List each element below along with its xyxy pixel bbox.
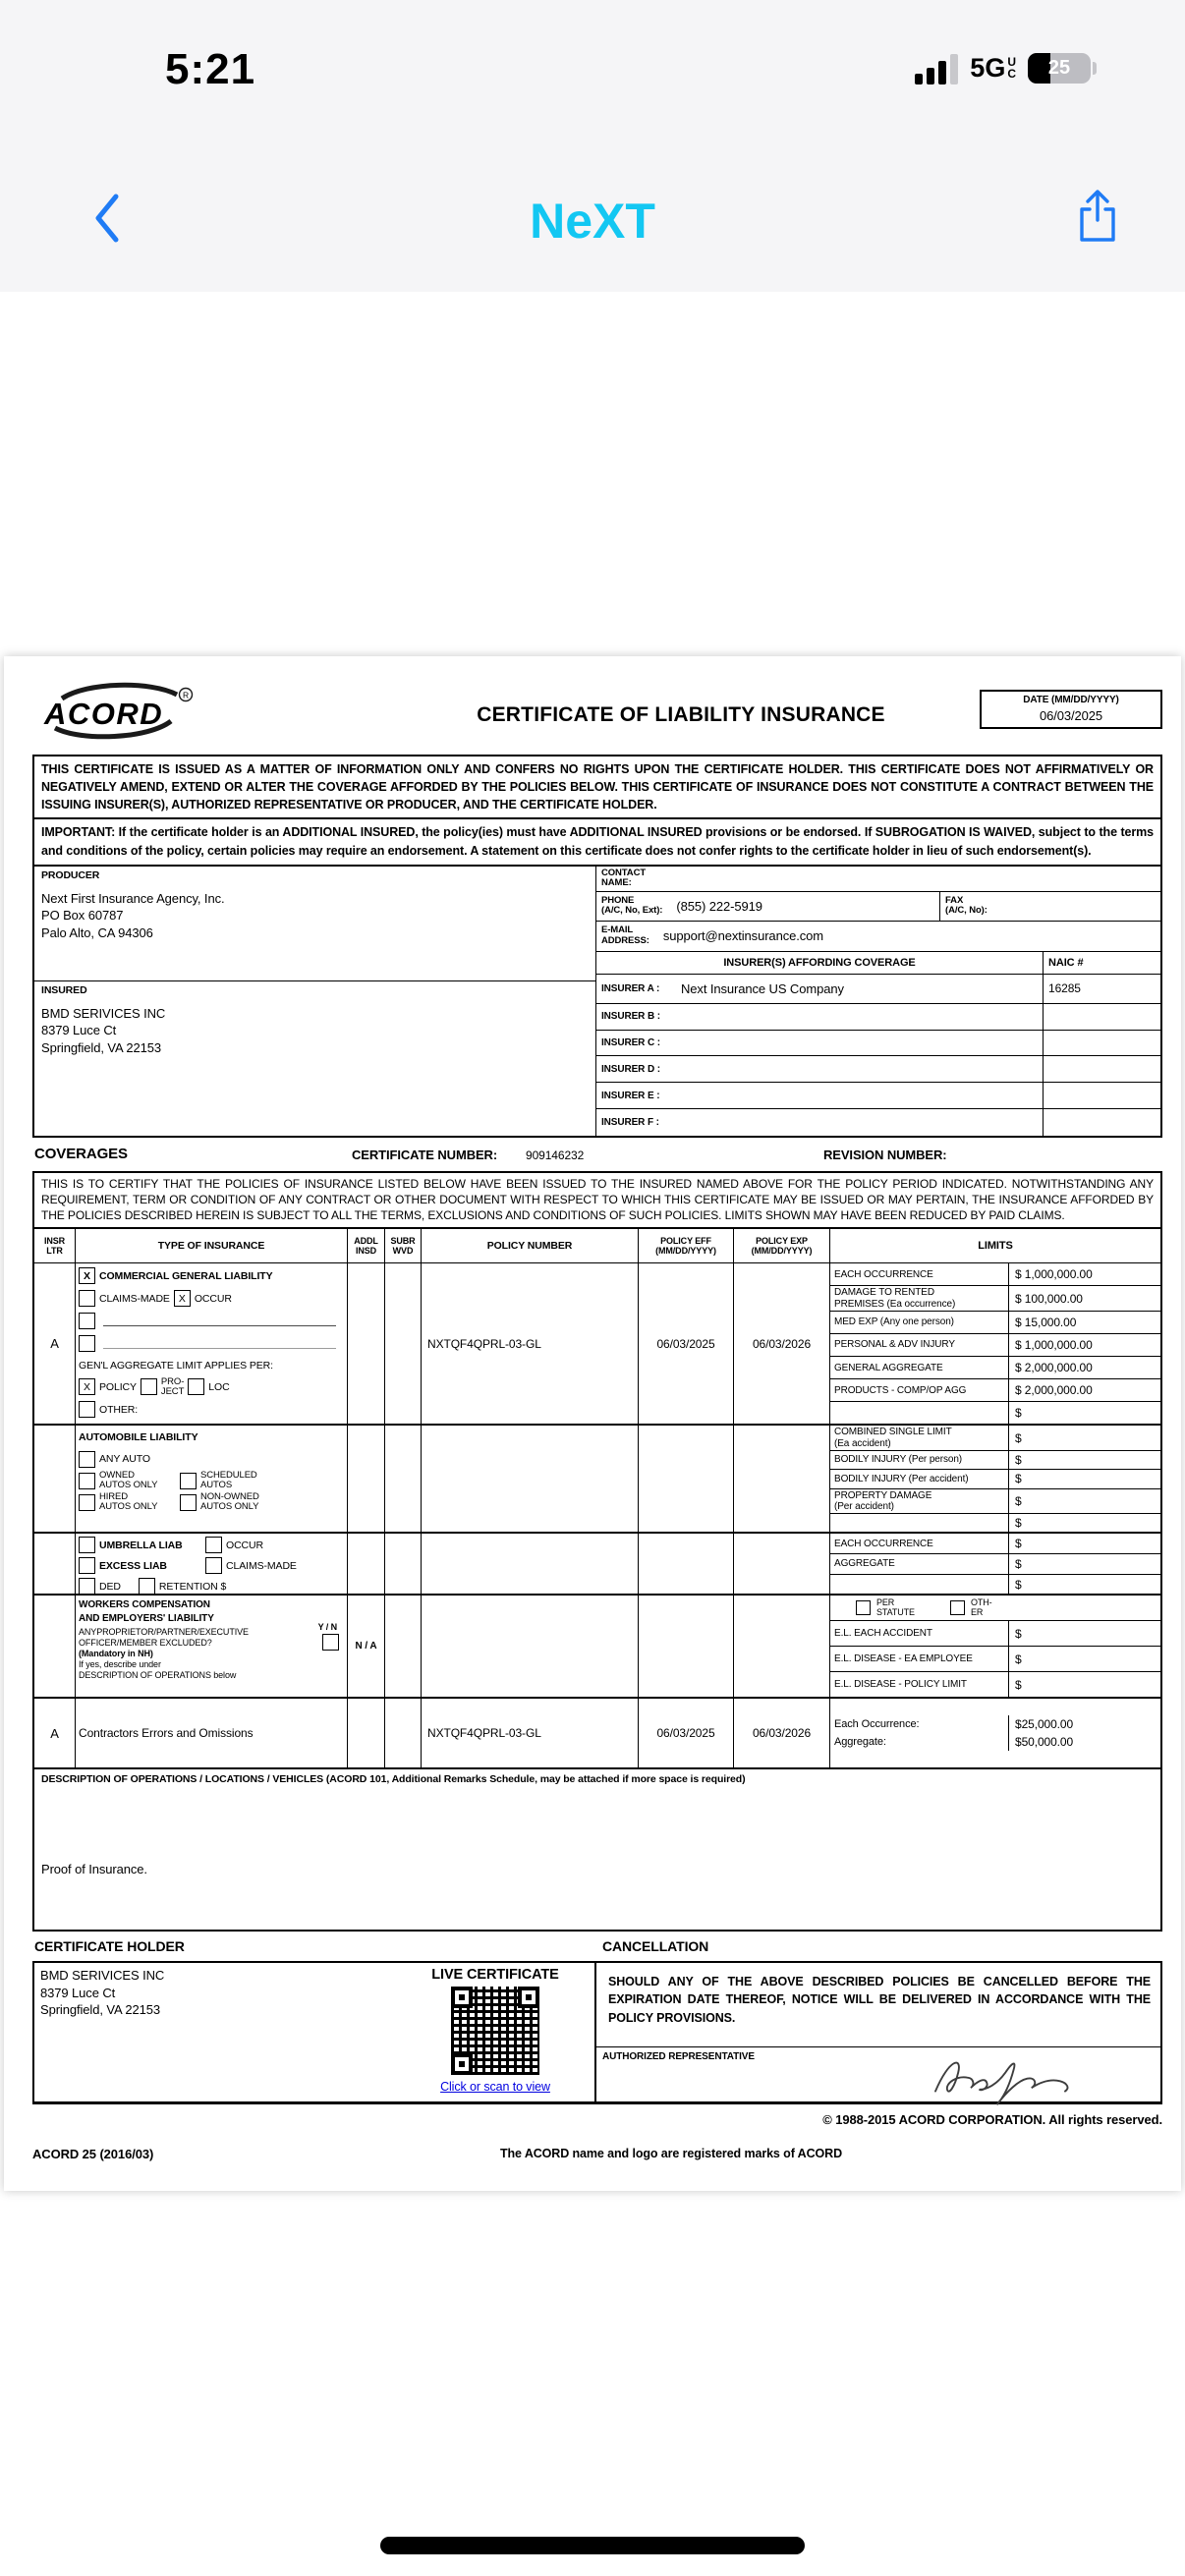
insured-cell — [34, 981, 595, 1129]
table-header-row: INSR LTR TYPE OF INSURANCE ADDL INSD SUBR WVD POLICY NUMBER POLICY EFF (MM/DD/YYYY) POLICY EXP (MM/DD/YYYY) LIMITS — [34, 1229, 1160, 1263]
producer-insured-band — [32, 867, 1162, 1138]
svg-text:ACORD: ACORD — [44, 697, 164, 731]
share-button[interactable] — [1075, 187, 1120, 246]
checkbox-scheduled-autos — [180, 1473, 197, 1489]
disclaimer-top: THIS CERTIFICATE IS ISSUED AS A MATTER OF INFORMATION ONLY AND CONFERS NO RIGHTS UPON THE CERTIFICATE HOLDER. THIS CERTIFICATE DOES NOT AFFIRMATIVELY OR NEGATIVELY AMEND, EXTEND OR ALTER THE COVERAGE AFFORDED BY THE POLICIES BELOW. THIS CERTIFICATE OF INSURANCE DOES NOT CONSTITUTE A CONTRACT BETWEEN THE ISSUING INSURER(S), AUTHORIZED REPRESENTATIVE OR PRODUCER, AND THE CERTIFICATE HOLDER. — [32, 755, 1162, 819]
share-icon — [1075, 233, 1120, 250]
eo-type-cell: Contractors Errors and Omissions — [76, 1699, 348, 1767]
gl-type-cell: X COMMERCIAL GENERAL LIABILITY CLAIMS-MADE X OCCUR GEN'L AGGREGATE LIMIT APPLIES PER: X POLICY PRO- JECT LOC OTHER: — [76, 1263, 348, 1424]
eo-policy-eff: 06/03/2025 — [639, 1699, 734, 1767]
certificate-holder-title: CERTIFICATE HOLDER — [34, 1938, 185, 1955]
gl-limits: EACH OCCURRENCE $ 1,000,000.00 DAMAGE TO RENTED PREMISES (Ea occurrence) $ 100,000.00 MED EXP (Any one person) $ 15,000.00 PERSONAL & ADV INJURY $ 1,000,000.00 GENERAL AGGREGATE $ 2,000,000.00 PRODUCTS - COMP/OP AGG $ 2,000,000.00 $ — [830, 1263, 1160, 1424]
checkbox-per-statute — [856, 1600, 871, 1615]
umbrella-type-cell: UMBRELLA LIAB OCCUR EXCESS LIAB CLAIMS-MADE DED RETENTION $ — [76, 1534, 348, 1594]
form-header — [32, 656, 1162, 755]
fax-cell: FAX (A/C, No): — [939, 892, 1160, 921]
status-time: 5:21 — [165, 45, 256, 93]
checkbox-excess — [79, 1557, 95, 1574]
workers-comp-section — [34, 1596, 1160, 1699]
svg-text:R: R — [182, 690, 190, 700]
insurer-d-row: INSURER D : — [596, 1056, 1160, 1083]
network-5g-label: 5G — [970, 52, 1006, 83]
insurer-f-row: INSURER F : — [596, 1109, 1160, 1136]
live-certificate-label: LIVE CERTIFICATE — [431, 1967, 559, 1984]
wc-yn-label: Y / N — [317, 1622, 337, 1633]
checkbox-occur: X — [174, 1290, 191, 1307]
insurer-e-row: INSURER E : — [596, 1083, 1160, 1109]
status-icons — [915, 51, 1091, 84]
eo-policy-exp: 06/03/2026 — [734, 1699, 830, 1767]
cancellation-title: CANCELLATION — [602, 1938, 709, 1955]
copyright-line: © 1988-2015 ACORD CORPORATION. All rights reserved. — [822, 2112, 1162, 2128]
wc-limits: PER STATUTE OTH- ER E.L. EACH ACCIDENT $ E.L. DISEASE - EA EMPLOYEE $ E.L. DISEASE - POLICY LIMIT $ — [830, 1596, 1160, 1697]
acord-logo — [32, 680, 199, 755]
checkbox-ded — [79, 1578, 95, 1595]
coverages-bar — [32, 1138, 1162, 1171]
holder-cancellation-box — [32, 1961, 1162, 2104]
checkbox-wc-excluded — [322, 1634, 339, 1651]
eo-limits: Each Occurrence: $25,000.00 Aggregate: $50,000.00 — [830, 1699, 1160, 1767]
network-uc-badge: U C — [1007, 55, 1016, 81]
checkbox-loc — [188, 1378, 204, 1395]
auto-type-cell: AUTOMOBILE LIABILITY ANY AUTO OWNED AUTOS ONLY SCHEDULED AUTOS HIRED AUTOS ONLY NON-OWNED AUTOS ONLY — [76, 1426, 348, 1532]
description-text: Proof of Insurance. — [41, 1862, 147, 1877]
gl-subr-cell — [385, 1263, 422, 1424]
coverages-title: COVERAGES — [34, 1145, 128, 1162]
date-label: DATE (MM/DD/YYYY) — [1023, 695, 1119, 705]
gl-policy-eff: 06/03/2025 — [639, 1263, 734, 1424]
holder-cancellation-titles — [32, 1932, 1162, 1961]
coverage-table — [32, 1227, 1162, 1769]
cancellation-text: SHOULD ANY OF THE ABOVE DESCRIBED POLICIES BE CANCELLED BEFORE THE EXPIRATION DATE THEREOF, NOTICE WILL BE DELIVERED IN ACCORDANCE WITH THE POLICY PROVISIONS. — [596, 1963, 1160, 2047]
umbrella-section — [34, 1534, 1160, 1596]
contact-phone-row: PHONE (A/C, No, Ext): (855) 222-5919 FAX (A/C, No): — [596, 892, 1160, 922]
form-title: CERTIFICATE OF LIABILITY INSURANCE — [477, 703, 885, 726]
revision-number-label: REVISION NUMBER: — [823, 1147, 947, 1162]
producer-address: Next First Insurance Agency, Inc. PO Box 60787 Palo Alto, CA 94306 — [41, 890, 225, 940]
gl-addl-cell — [348, 1263, 385, 1424]
holder-address: BMD SERIVICES INC 8379 Luce Ct Springfield, VA 22153 — [40, 1968, 165, 2018]
status-and-nav-bar — [0, 0, 1185, 292]
date-value: 06/03/2025 — [1039, 708, 1103, 723]
certify-statement: THIS IS TO CERTIFY THAT THE POLICIES OF INSURANCE LISTED BELOW HAVE BEEN ISSUED TO THE INSURED NAMED ABOVE FOR THE POLICY PERIOD INDICATED. NOTWITHSTANDING ANY REQUIREMENT, TERM OR CONDITION OF ANY CONTRACT OR OTHER DOCUMENT WITH RESPECT TO WHICH THIS CERTIFICATE MAY BE ISSUED OR MAY PERTAIN, THE INSURANCE AFFORDED BY THE POLICIES DESCRIBED HEREIN IS SUBJECT TO ALL THE TERMS, EXCLUSIONS AND CONDITIONS OF SUCH POLICIES. LIMITS SHOWN MAY HAVE BEEN REDUCED BY PAID CLAIMS. — [32, 1171, 1162, 1227]
eo-policy-number: NXTQF4QPRL-03-GL — [422, 1699, 639, 1767]
description-label: DESCRIPTION OF OPERATIONS / LOCATIONS / VEHICLES (ACORD 101, Additional Remarks Schedule, may be attached if more space is required) — [41, 1773, 746, 1786]
qr-link[interactable]: Click or scan to view — [440, 2080, 550, 2095]
insured-label: INSURED — [41, 983, 87, 996]
producer-insured-column — [34, 867, 596, 1136]
home-indicator[interactable] — [380, 2537, 805, 2554]
description-of-operations — [32, 1769, 1162, 1932]
gl-policy-exp: 06/03/2026 — [734, 1263, 830, 1424]
checkbox-retention — [139, 1578, 155, 1595]
disclaimer-important: IMPORTANT: If the certificate holder is an ADDITIONAL INSURED, the policy(ies) must have ADDITIONAL INSURED provisions or be endorsed. If SUBROGATION IS WAIVED, subject to the terms and conditions of the policy, certain policies may require an endorsement. A statement on this certificate does not confer rights to the certificate holder in lieu of such endorsement(s). — [32, 819, 1162, 867]
producer-label: PRODUCER — [41, 868, 100, 881]
contact-email-row: E-MAIL ADDRESS: support@nextinsurance.com — [596, 922, 1160, 952]
per-statute-row: PER STATUTE OTH- ER — [830, 1596, 1160, 1621]
network-type — [970, 53, 1016, 84]
gl-policy-number: NXTQF4QPRL-03-GL — [422, 1263, 639, 1424]
insurers-header-row: INSURER(S) AFFORDING COVERAGE NAIC # — [596, 952, 1160, 975]
checkbox-project — [141, 1378, 157, 1395]
certificate-number-label: CERTIFICATE NUMBER: — [352, 1147, 498, 1162]
checkbox-policy: X — [79, 1378, 95, 1395]
pdf-document-page[interactable] — [4, 656, 1181, 2191]
date-box — [980, 690, 1162, 729]
insurer-b-row: INSURER B : — [596, 1004, 1160, 1031]
checkbox-umb-occur — [205, 1537, 222, 1553]
wc-na-cell: N / A — [348, 1596, 385, 1697]
checkbox-any-auto — [79, 1451, 95, 1468]
contact-name-row: CONTACT NAME: — [596, 867, 1160, 892]
battery-icon — [1028, 53, 1091, 84]
qr-code[interactable] — [449, 1985, 541, 2077]
auto-liability-section — [34, 1426, 1160, 1534]
checkbox-other — [79, 1401, 95, 1418]
checkbox-owned-autos — [79, 1473, 95, 1489]
checkbox-umb-claims — [205, 1557, 222, 1574]
insured-address: BMD SERIVICES INC 8379 Luce Ct Springfield, VA 22153 — [41, 1005, 166, 1055]
phone-value: (855) 222-5919 — [676, 898, 762, 914]
insurer-a-row: INSURER A : Next Insurance US Company 16285 — [596, 975, 1160, 1004]
checkbox-other-statute — [950, 1600, 965, 1615]
certificate-number-value: 909146232 — [526, 1148, 585, 1162]
contractors-eo-section — [34, 1699, 1160, 1767]
cellular-signal-icon — [915, 51, 958, 84]
umbrella-limits: EACH OCCURRENCE $ AGGREGATE $ $ — [830, 1534, 1160, 1594]
checkbox-commercial-gl: X — [79, 1267, 95, 1284]
authorized-representative-label: AUTHORIZED REPRESENTATIVE — [602, 2051, 755, 2063]
footer-row — [32, 2147, 1162, 2161]
form-code: ACORD 25 (2016/03) — [32, 2147, 154, 2162]
general-liability-section — [34, 1263, 1160, 1426]
checkbox-claims-made — [79, 1290, 95, 1307]
producer-cell — [34, 867, 595, 981]
cancellation-cell — [596, 1963, 1160, 2101]
eo-insr-letter: A — [34, 1699, 76, 1767]
wc-type-cell: WORKERS COMPENSATION AND EMPLOYERS' LIABILITY Y / N ANYPROPRIETOR/PARTNER/EXECUTIVE OFFICER/MEMBER EXCLUDED? (Mandatory in NH) If yes, describe under DESCRIPTION OF OPERATIONS below — [76, 1596, 348, 1697]
gl-insr-letter: A — [34, 1263, 76, 1424]
contact-insurers-column — [596, 867, 1160, 1136]
insurer-c-row: INSURER C : — [596, 1031, 1160, 1057]
checkbox-blank-1 — [79, 1313, 95, 1329]
auto-limits: COMBINED SINGLE LIMIT (Ea accident) $ BODILY INJURY (Per person) $ BODILY INJURY (Per accident) $ PROPERTY DAMAGE (Per accident) $ $ — [830, 1426, 1160, 1532]
live-certificate — [402, 1967, 589, 2098]
email-value: support@nextinsurance.com — [662, 928, 823, 944]
checkbox-nonowned-autos — [180, 1494, 197, 1511]
acord-certificate-form — [32, 656, 1162, 2161]
checkbox-blank-2 — [79, 1335, 95, 1352]
next-logo: NeXT — [530, 194, 655, 249]
certificate-holder-cell — [34, 1963, 596, 2101]
battery-percent: 25 — [1047, 56, 1071, 79]
trademark-line: The ACORD name and logo are registered marks of ACORD — [499, 2147, 842, 2161]
authorized-representative — [596, 2047, 1160, 2101]
checkbox-hired-autos — [79, 1494, 95, 1511]
checkbox-umbrella — [79, 1537, 95, 1553]
